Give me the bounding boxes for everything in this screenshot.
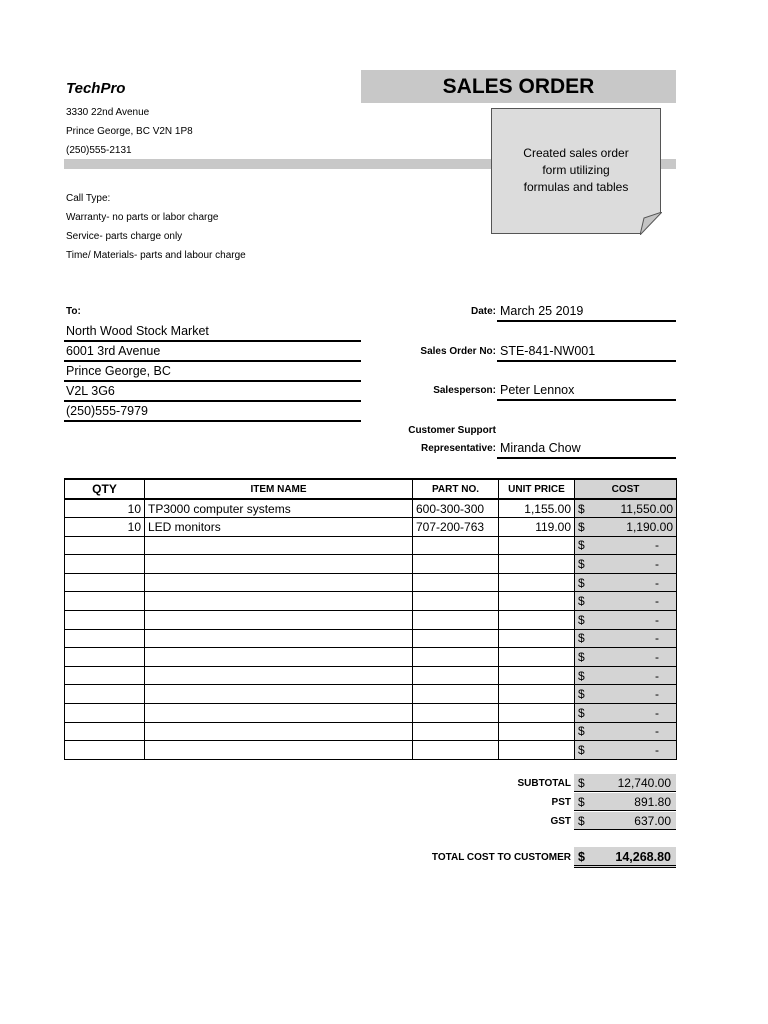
cost-amount: 11,550.00 xyxy=(620,501,673,516)
company-address-line-2: Prince George, BC V2N 1P8 xyxy=(66,126,193,137)
sales-order-no-label: Sales Order No: xyxy=(420,346,496,357)
item-name-cell[interactable] xyxy=(145,573,413,592)
header-part-no: PART NO. xyxy=(413,479,499,499)
part-no-cell[interactable] xyxy=(413,666,499,685)
cost-amount: 1,190.00 xyxy=(626,519,673,534)
currency-sign: $ xyxy=(578,631,585,646)
header-unit-price: UNIT PRICE xyxy=(499,479,575,499)
customer-street[interactable]: 6001 3rd Avenue xyxy=(64,342,361,362)
cost-cell xyxy=(575,722,677,741)
note-line: form utilizing xyxy=(542,163,610,177)
gst-label: GST xyxy=(550,816,571,827)
table-row xyxy=(65,555,677,574)
call-type-item: Service- parts charge only xyxy=(66,231,183,242)
part-no-cell[interactable] xyxy=(413,629,499,648)
qty-cell[interactable] xyxy=(65,555,145,574)
document-title: SALES ORDER xyxy=(442,75,595,98)
gst-value xyxy=(574,812,676,830)
header-qty: QTY xyxy=(65,479,145,499)
cost-cell xyxy=(575,704,677,723)
unit-price-cell[interactable] xyxy=(499,685,575,704)
unit-price-cell[interactable] xyxy=(499,592,575,611)
table-row xyxy=(65,648,677,667)
qty-cell[interactable] xyxy=(65,685,145,704)
table-row xyxy=(65,536,677,555)
cost-cell xyxy=(575,536,677,555)
part-no-cell[interactable] xyxy=(413,555,499,574)
cost-cell xyxy=(575,685,677,704)
cost-amount: - xyxy=(655,705,659,720)
item-name-cell[interactable] xyxy=(145,648,413,667)
currency-sign: $ xyxy=(578,557,585,572)
call-type-heading: Call Type: xyxy=(66,193,111,204)
qty-cell[interactable] xyxy=(65,741,145,760)
qty-cell[interactable] xyxy=(65,611,145,630)
company-name: TechPro xyxy=(66,80,126,97)
cost-value xyxy=(578,724,673,738)
table-row xyxy=(65,611,677,630)
header-cost: COST xyxy=(575,479,677,499)
item-name-cell[interactable]: TP3000 computer systems xyxy=(145,499,413,518)
salesperson-field[interactable]: Peter Lennox xyxy=(497,381,676,401)
customer-phone[interactable]: (250)555-7979 xyxy=(64,402,361,422)
date-field[interactable]: March 25 2019 xyxy=(497,302,676,322)
part-no-cell[interactable] xyxy=(413,611,499,630)
cost-cell xyxy=(575,611,677,630)
qty-cell[interactable] xyxy=(65,592,145,611)
customer-city[interactable]: Prince George, BC xyxy=(64,362,361,382)
part-no-cell[interactable] xyxy=(413,536,499,555)
item-name-cell[interactable] xyxy=(145,722,413,741)
cost-value xyxy=(578,650,673,664)
cost-cell xyxy=(575,648,677,667)
table-row xyxy=(65,629,677,648)
subtotal-value xyxy=(574,774,676,792)
sales-order-no-field[interactable]: STE-841-NW001 xyxy=(497,342,676,362)
cost-value xyxy=(578,502,673,516)
table-header-row xyxy=(65,479,677,499)
table-row xyxy=(65,722,677,741)
date-label: Date: xyxy=(470,306,496,317)
item-name-cell[interactable] xyxy=(145,685,413,704)
support-label-line-1: Customer Support xyxy=(408,425,496,436)
currency-sign: $ xyxy=(578,705,585,720)
to-label: To: xyxy=(66,306,81,317)
table-row xyxy=(65,499,677,518)
qty-cell[interactable] xyxy=(65,704,145,723)
cost-amount: - xyxy=(655,687,659,702)
item-name-cell[interactable] xyxy=(145,611,413,630)
total-value xyxy=(574,847,676,868)
unit-price-cell[interactable]: 1,155.00 xyxy=(499,499,575,518)
cost-cell xyxy=(575,666,677,685)
table-row xyxy=(65,592,677,611)
currency-sign: $ xyxy=(578,814,585,828)
part-no-cell[interactable] xyxy=(413,704,499,723)
currency-sign: $ xyxy=(578,724,585,739)
pst-value xyxy=(574,793,676,811)
cost-value xyxy=(578,538,673,552)
currency-sign: $ xyxy=(578,612,585,627)
sticky-note xyxy=(491,108,661,234)
item-name-cell[interactable] xyxy=(145,704,413,723)
cost-value xyxy=(578,706,673,720)
note-line: formulas and tables xyxy=(523,180,629,194)
customer-postal[interactable]: V2L 3G6 xyxy=(64,382,361,402)
total-amount: 14,268.80 xyxy=(615,850,671,864)
cost-amount: - xyxy=(655,650,659,665)
unit-price-cell[interactable]: 119.00 xyxy=(499,518,575,537)
unit-price-cell[interactable] xyxy=(499,666,575,685)
call-type-item: Warranty- no parts or labor charge xyxy=(66,212,219,223)
table-row xyxy=(65,685,677,704)
pst-amount: 891.80 xyxy=(634,795,671,809)
header-item-name: ITEM NAME xyxy=(145,479,413,499)
table-row xyxy=(65,741,677,760)
currency-sign: $ xyxy=(578,668,585,683)
currency-sign: $ xyxy=(578,501,585,516)
currency-sign: $ xyxy=(578,594,585,609)
qty-cell[interactable] xyxy=(65,648,145,667)
cost-cell xyxy=(575,555,677,574)
part-no-cell[interactable] xyxy=(413,592,499,611)
unit-price-cell[interactable] xyxy=(499,722,575,741)
qty-cell[interactable] xyxy=(65,722,145,741)
currency-sign: $ xyxy=(578,575,585,590)
cost-value xyxy=(578,520,673,534)
subtotal-amount: 12,740.00 xyxy=(617,776,671,790)
items-table xyxy=(64,478,677,760)
item-name-cell[interactable] xyxy=(145,666,413,685)
unit-price-cell[interactable] xyxy=(499,573,575,592)
table-row xyxy=(65,518,677,537)
cost-value xyxy=(578,594,673,608)
unit-price-cell[interactable] xyxy=(499,555,575,574)
cost-amount: - xyxy=(655,557,659,572)
pst-label: PST xyxy=(551,797,571,808)
currency-sign: $ xyxy=(578,850,585,864)
cost-cell xyxy=(575,592,677,611)
support-rep-field[interactable]: Miranda Chow xyxy=(497,439,676,459)
part-no-cell[interactable] xyxy=(413,685,499,704)
part-no-cell[interactable]: 600-300-300 xyxy=(413,499,499,518)
table-row xyxy=(65,666,677,685)
cost-amount: - xyxy=(655,538,659,553)
qty-cell[interactable] xyxy=(65,666,145,685)
cost-amount: - xyxy=(655,668,659,683)
cost-amount: - xyxy=(655,631,659,646)
cost-cell xyxy=(575,629,677,648)
cost-value xyxy=(578,631,673,645)
unit-price-cell[interactable] xyxy=(499,629,575,648)
item-name-cell[interactable] xyxy=(145,555,413,574)
item-name-cell[interactable] xyxy=(145,629,413,648)
customer-name[interactable]: North Wood Stock Market xyxy=(64,322,361,342)
company-phone: (250)555-2131 xyxy=(66,145,132,156)
cost-cell xyxy=(575,573,677,592)
part-no-cell[interactable] xyxy=(413,648,499,667)
currency-sign: $ xyxy=(578,538,585,553)
qty-cell[interactable]: 10 xyxy=(65,499,145,518)
cost-value xyxy=(578,669,673,683)
cost-amount: - xyxy=(655,724,659,739)
page-curl-icon xyxy=(640,212,662,235)
qty-cell[interactable] xyxy=(65,536,145,555)
part-no-cell[interactable]: 707-200-763 xyxy=(413,518,499,537)
currency-sign: $ xyxy=(578,776,585,790)
cost-value xyxy=(578,687,673,701)
cost-value xyxy=(578,557,673,571)
qty-cell[interactable] xyxy=(65,573,145,592)
call-type-item: Time/ Materials- parts and labour charge xyxy=(66,250,246,261)
unit-price-cell[interactable] xyxy=(499,536,575,555)
cost-value xyxy=(578,576,673,590)
item-name-cell[interactable] xyxy=(145,536,413,555)
note-line: Created sales order xyxy=(523,146,629,160)
cost-cell xyxy=(575,499,677,518)
currency-sign: $ xyxy=(578,650,585,665)
item-name-cell[interactable]: LED monitors xyxy=(145,518,413,537)
cost-amount: - xyxy=(655,594,659,609)
table-row xyxy=(65,573,677,592)
unit-price-cell[interactable] xyxy=(499,611,575,630)
cost-cell xyxy=(575,741,677,760)
table-row xyxy=(65,704,677,723)
salesperson-label: Salesperson: xyxy=(433,385,496,396)
item-name-cell[interactable] xyxy=(145,741,413,760)
cost-cell xyxy=(575,518,677,537)
cost-amount: - xyxy=(655,612,659,627)
subtotal-label: SUBTOTAL xyxy=(517,778,571,789)
support-label-line-2: Representative: xyxy=(420,443,496,454)
cost-amount: - xyxy=(655,575,659,590)
part-no-cell[interactable] xyxy=(413,741,499,760)
part-no-cell[interactable] xyxy=(413,722,499,741)
currency-sign: $ xyxy=(578,519,585,534)
unit-price-cell[interactable] xyxy=(499,648,575,667)
currency-sign: $ xyxy=(578,743,585,758)
part-no-cell[interactable] xyxy=(413,573,499,592)
unit-price-cell[interactable] xyxy=(499,704,575,723)
currency-sign: $ xyxy=(578,795,585,809)
total-label: TOTAL COST TO CUSTOMER xyxy=(431,852,571,863)
qty-cell[interactable]: 10 xyxy=(65,518,145,537)
gst-amount: 637.00 xyxy=(634,814,671,828)
currency-sign: $ xyxy=(578,687,585,702)
cost-value xyxy=(578,613,673,627)
cost-value xyxy=(578,743,673,757)
unit-price-cell[interactable] xyxy=(499,741,575,760)
item-name-cell[interactable] xyxy=(145,592,413,611)
cost-amount: - xyxy=(655,743,659,758)
qty-cell[interactable] xyxy=(65,629,145,648)
company-address-line-1: 3330 22nd Avenue xyxy=(66,107,150,118)
